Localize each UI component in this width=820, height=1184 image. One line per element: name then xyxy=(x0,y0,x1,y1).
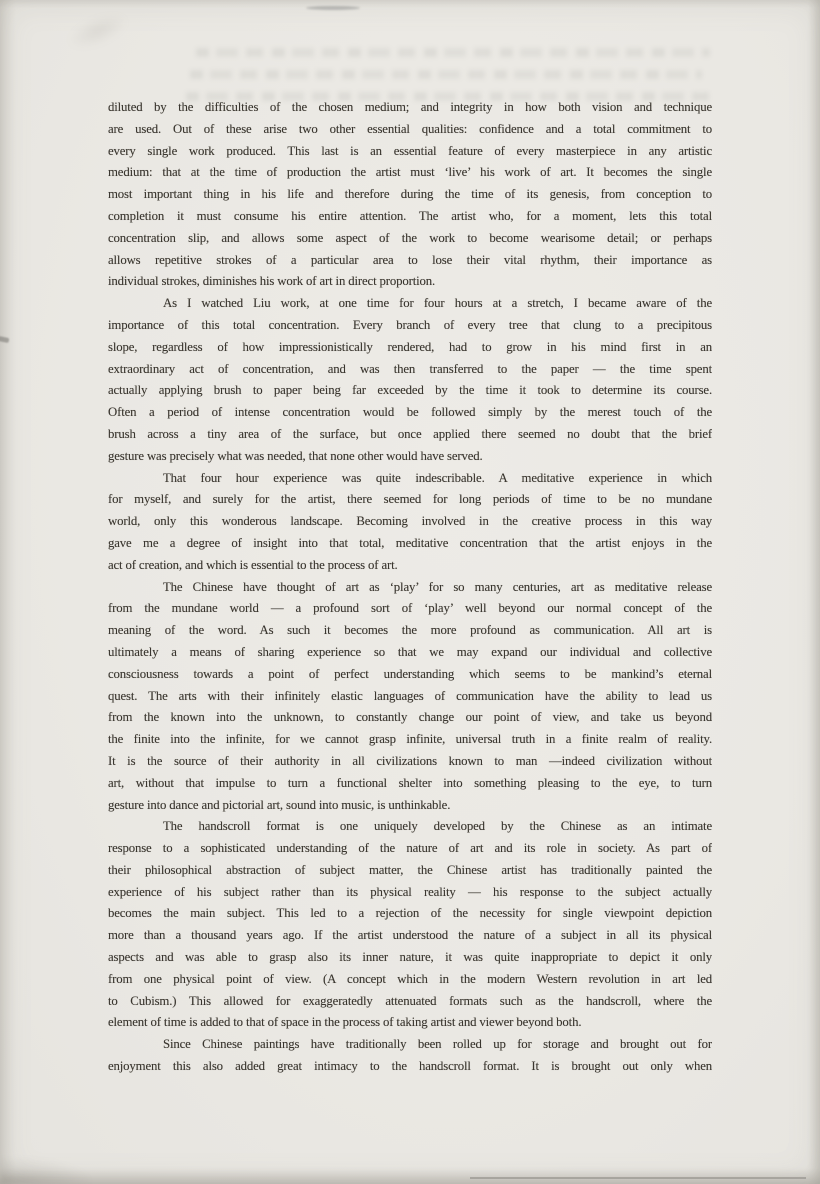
text-line: experience of his subject rather than its physical reality — his response to the subject actually xyxy=(108,884,712,899)
text-line: ultimately a means of sharing experience so that we may expand our individual and collective xyxy=(108,644,712,659)
text-line: art, without that impulse to turn a functional shelter into something pleasing to the eye, to turn xyxy=(108,775,712,790)
text-line: meaning of the word. As such it becomes the more profound as communication. All art is xyxy=(108,623,712,638)
text-line: allows repetitive strokes of a particular area to lose their vital rhythm, their importance as xyxy=(108,252,712,267)
paragraph xyxy=(108,577,712,817)
text-line: gave me a degree of insight into that total, meditative concentration that the artist enjoys in the xyxy=(108,535,712,550)
text-line: individual strokes, diminishes his work of art in direct proportion. xyxy=(108,274,436,289)
text-line: Often a period of intense concentration would be followed simply by the merest touch of the xyxy=(108,405,712,420)
paragraph xyxy=(108,293,712,467)
bleed-through-text-line xyxy=(196,48,710,57)
text-line: consciousness towards a point of perfect understanding which seems to be mankind’s eternal xyxy=(108,666,712,681)
paragraph xyxy=(108,1034,712,1078)
text-line: every single work produced. This last is an essential feature of every masterpiece in any artistic xyxy=(108,143,712,158)
text-line: the finite into the infinite, for we cannot grasp infinite, universal truth in a finite realm of reality. xyxy=(108,732,712,747)
text-line: medium: that at the time of production the artist must ‘live’ his work of art. It becomes the single xyxy=(108,165,712,180)
text-line: response to a sophisticated understanding of the nature of art and its role in society. As part of xyxy=(108,841,712,856)
scan-smudge-mark xyxy=(63,7,132,55)
text-line: from the mundane world — a profound sort of ‘play’ well beyond our normal concept of the xyxy=(108,601,712,616)
bleed-through-text-line xyxy=(190,70,702,79)
page-edge-mark xyxy=(0,336,9,343)
text-line: actually applying brush to paper being far exceeded by the time it took to determine its course. xyxy=(108,383,712,398)
text-line: gesture into dance and pictorial art, sound into music, is unthinkable. xyxy=(108,797,451,812)
text-line: diluted by the difficulties of the chosen medium; and integrity in how both vision and technique xyxy=(108,100,712,114)
text-block xyxy=(108,97,712,1078)
text-line: slope, regardless of how impressionistically rendered, had to grow in his mind first in an xyxy=(108,339,712,354)
text-line: for myself, and surely for the artist, there seemed for long periods of time to be no mundane xyxy=(108,492,712,507)
text-line: becomes the main subject. This led to a rejection of the necessity for single viewpoint depiction xyxy=(108,906,712,921)
paragraph xyxy=(108,816,712,1034)
text-line: As I watched Liu work, at one time for four hours at a stretch, I became aware of the xyxy=(163,296,712,311)
scan-edge-line xyxy=(470,1177,806,1179)
text-line: act of creation, and which is essential to the process of art. xyxy=(108,557,398,572)
text-line: from one physical point of view. (A concept which in the modern Western revolution in art led xyxy=(108,971,712,986)
text-line: completion it must consume his entire attention. The artist who, for a moment, lets this total xyxy=(108,208,712,223)
text-line: concentration slip, and allows some aspect of the work to become wearisome detail; or perhaps xyxy=(108,230,712,245)
text-line: enjoyment this also added great intimacy to the handscroll format. It is brought out only when xyxy=(108,1059,712,1074)
text-line: It is the source of their authority in all civilizations known to man —indeed civilization without xyxy=(108,753,712,768)
text-line: quest. The arts with their infinitely elastic languages of communication have the ability to lead us xyxy=(108,688,712,703)
text-line: brush across a tiny area of the surface, but once applied there seemed no doubt that the brief xyxy=(108,426,712,441)
text-line: are used. Out of these arise two other essential qualities: confidence and a total commitment to xyxy=(108,121,712,136)
text-line: That four hour experience was quite indescribable. A meditative experience in which xyxy=(163,470,712,485)
text-line: element of time is added to that of space in the process of taking artist and viewer beyond both. xyxy=(108,1015,582,1030)
paragraph xyxy=(108,468,712,577)
text-line: Since Chinese paintings have traditionally been rolled up for storage and brought out for xyxy=(163,1037,712,1052)
text-line: aspects and was able to grasp also its inner nature, it was quite inappropriate to depict it only xyxy=(108,950,712,965)
text-line: gesture was precisely what was needed, that none other would have served. xyxy=(108,448,483,463)
text-line: to Cubism.) This allowed for exaggeratedly attenuated formats such as the handscroll, where the xyxy=(108,993,712,1008)
paragraph xyxy=(108,97,712,293)
text-line: The Chinese have thought of art as ‘play’ for so many centuries, art as meditative release xyxy=(163,579,712,594)
text-line: importance of this total concentration. Every branch of every tree that clung to a precipitous xyxy=(108,317,712,332)
text-line: world, only this wonderous landscape. Becoming involved in the creative process in this way xyxy=(108,514,712,529)
text-line: from the known into the unknown, to constantly change our point of view, and take us beyond xyxy=(108,710,712,725)
text-line: most important thing in his life and therefore during the time of its genesis, from conception to xyxy=(108,187,712,202)
scan-smudge-mark xyxy=(306,6,360,10)
scan-corner-shadow xyxy=(0,1158,90,1184)
text-line: their philosophical abstraction of subject matter, the Chinese artist has traditionally painted the xyxy=(108,862,712,877)
text-line: more than a thousand years ago. If the artist understood the nature of a subject in all its physical xyxy=(108,928,712,943)
text-line: extraordinary act of concentration, and was then transferred to the paper — the time spent xyxy=(108,361,712,376)
text-line: The handscroll format is one uniquely developed by the Chinese as an intimate xyxy=(163,819,712,834)
